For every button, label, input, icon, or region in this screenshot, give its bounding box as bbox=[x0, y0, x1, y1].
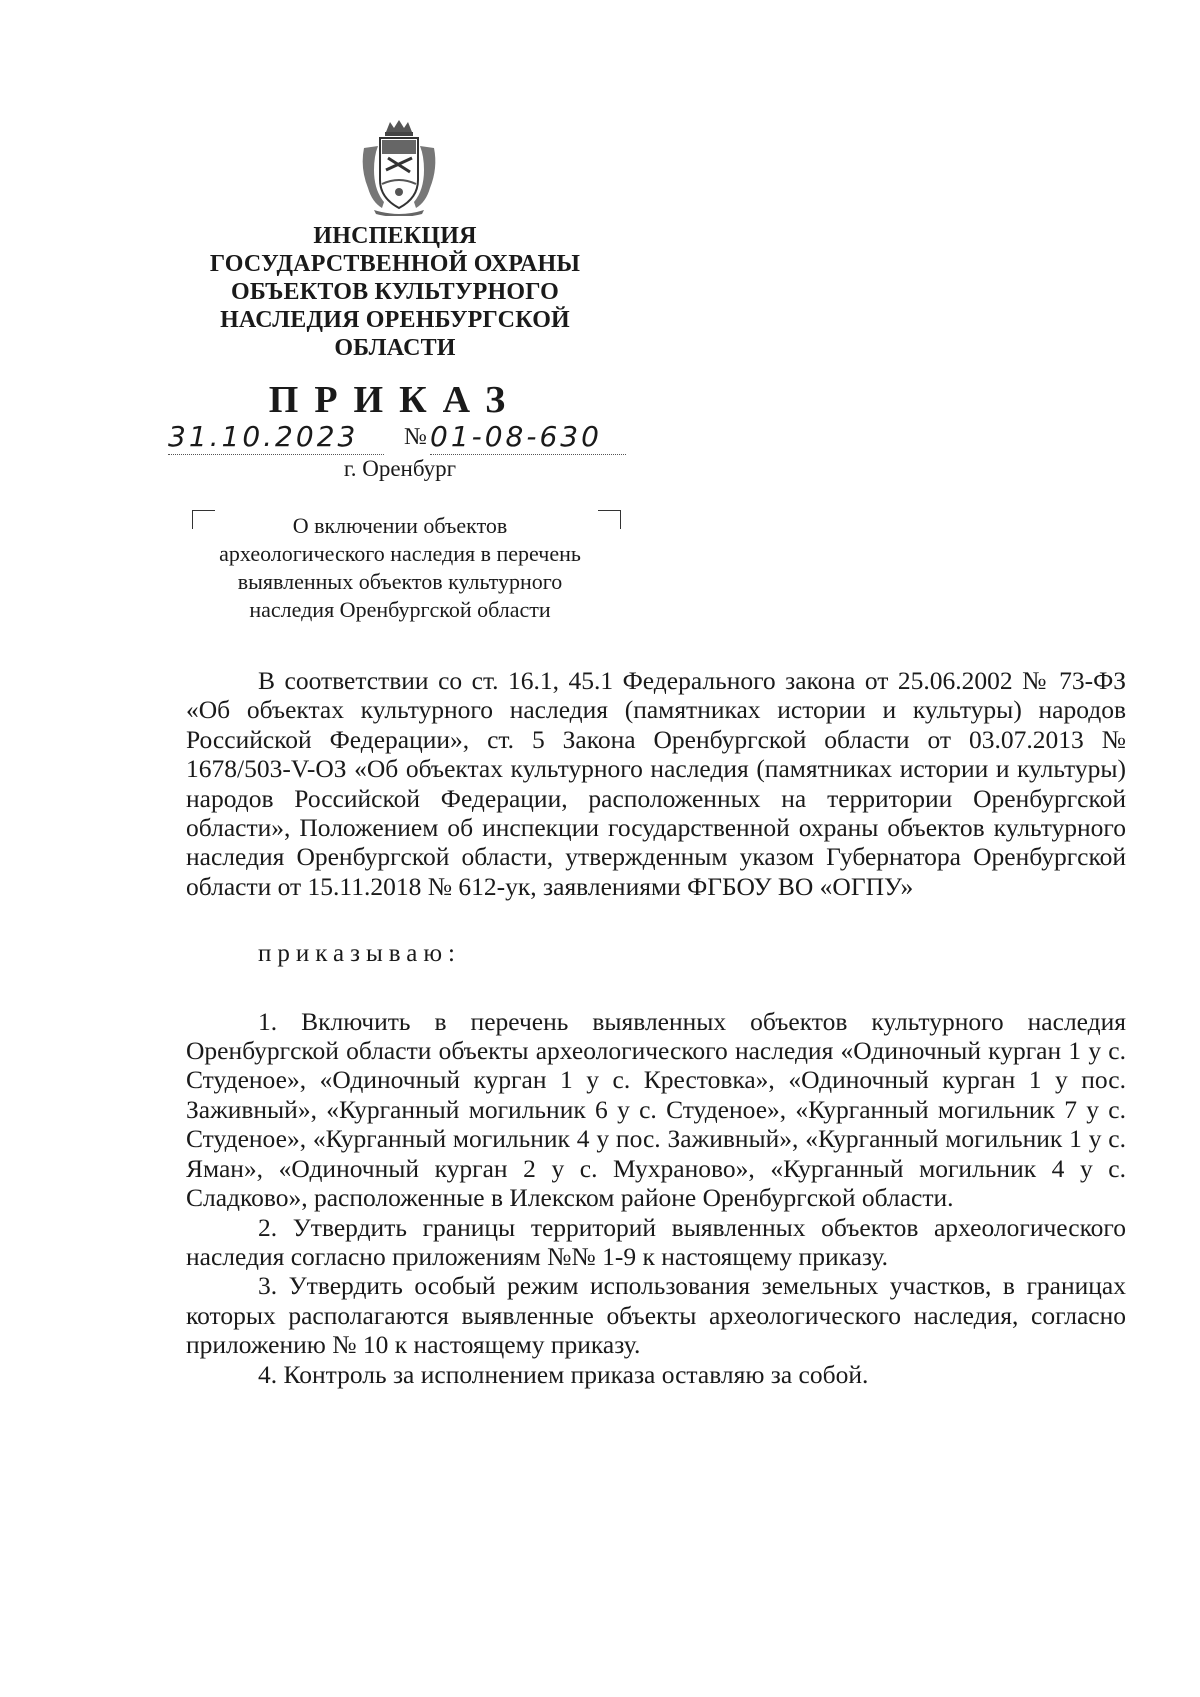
org-line: ГОСУДАРСТВЕННОЙ ОХРАНЫ bbox=[209, 251, 581, 277]
order-word: приказываю: bbox=[258, 940, 461, 968]
order-item: 4. Контроль за исполнением приказа оставляю за собой. bbox=[258, 1359, 869, 1389]
registration-line bbox=[168, 420, 628, 460]
org-line: ОБЛАСТИ bbox=[334, 335, 456, 361]
document-subject bbox=[180, 512, 620, 624]
order-item: 2. Утвердить границы территорий выявленных объектов археологического наследия согласно приложениям №№ 1-9 к настоящему приказу. bbox=[186, 1212, 1126, 1271]
org-line: ОБЪЕКТОВ КУЛЬТУРНОГО bbox=[230, 279, 560, 305]
registration-date: 31.10.2023 bbox=[168, 420, 359, 453]
preamble-paragraph: В соответствии со ст. 16.1, 45.1 Федерального закона от 25.06.2002 № 73-ФЗ «Об объектах культурного наследия (памятниках истории и культуры) народов Российской Федерации», ст. 5 Закона Оренбургской области от 03.07.2013 № 1678/503-V-ОЗ «Об объектах культурного наследия (памятниках истории и культуры) народов Российской Федерации, расположенных на территории Оренбургской области», Положением об инспекции государственной охраны объектов культурного наследия Оренбургской области, утвержденным указом Губернатора Оренбургской области от 15.11.2018 № 612-ук, заявлениями ФГБОУ ВО «ОГПУ» bbox=[186, 666, 1126, 901]
document-type-title: ПРИКАЗ bbox=[268, 379, 522, 421]
number-underline bbox=[430, 454, 626, 455]
subject-line: выявленных объектов культурного bbox=[237, 569, 563, 594]
document-body bbox=[186, 666, 1126, 1389]
subject-line: археологического наследия в перечень bbox=[219, 541, 581, 566]
order-item: 3. Утвердить особый режим использования земельных участков, в границах которых располагаются выявленные объекты археологического наследия, согласно приложению № 10 к настоящему приказу. bbox=[186, 1271, 1126, 1360]
date-underline bbox=[168, 454, 384, 455]
organization-name bbox=[180, 222, 610, 362]
registration-number: 01-08-630 bbox=[430, 420, 602, 453]
coat-of-arms-icon bbox=[358, 118, 440, 216]
org-line: НАСЛЕДИЯ ОРЕНБУРГСКОЙ bbox=[220, 307, 570, 333]
order-item: 1. Включить в перечень выявленных объектов культурного наследия Оренбургской области объекты археологического наследия «Одиночный курган 1 у с. Студеное», «Одиночный курган 1 у с. Крестовка», «Одиночный курган 1 у пос. Заживный», «Курганный могильник 6 у с. Студеное», «Курганный могильник 7 у с. Студеное», «Курганный могильник 4 у пос. Заживный», «Курганный могильник 1 у с. Яман», «Одиночный курган 2 у с. Мухраново», «Курганный могильник 4 у с. Сладково», расположенные в Илекском районе Оренбургской области. bbox=[186, 1006, 1126, 1213]
subject-line: О включении объектов bbox=[292, 513, 508, 538]
org-line: ИНСПЕКЦИЯ bbox=[313, 223, 477, 249]
registration-number-label: № bbox=[404, 424, 427, 450]
city: г. Оренбург bbox=[343, 456, 457, 481]
subject-line: наследия Оренбургской области bbox=[249, 597, 551, 622]
